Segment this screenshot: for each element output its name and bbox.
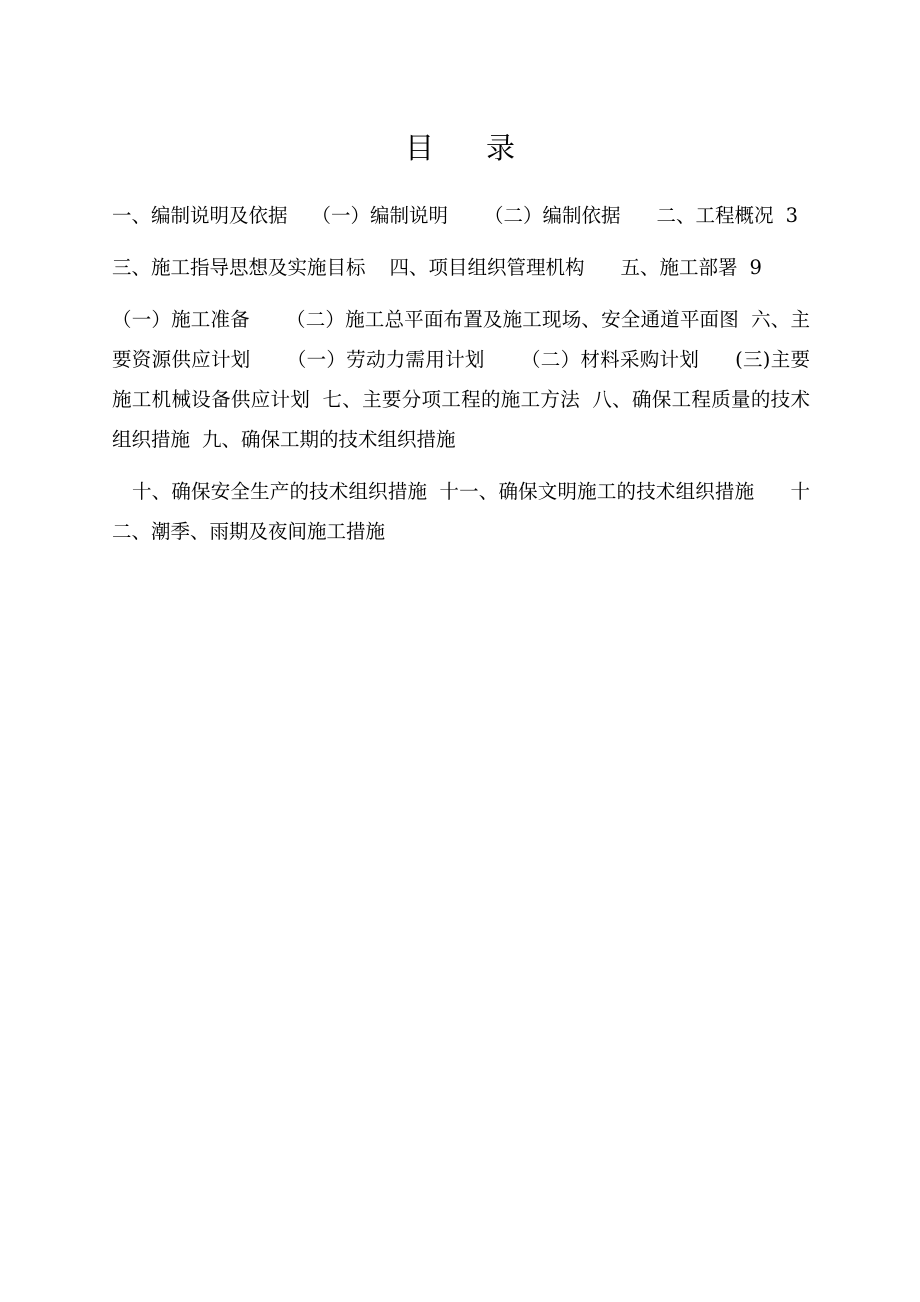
toc-entry: （二）编制依据 (484, 204, 621, 227)
toc-entry: （一）施工准备 (112, 308, 250, 331)
toc-entry: 三、施工指导思想及实施目标 (112, 256, 366, 279)
toc-entry: 十一、确保文明施工的技术组织措施 (439, 480, 755, 503)
toc-entry: 六、主要资源供应计划 (112, 308, 810, 371)
toc-entry: 十二、潮季、雨期及夜间施工措施 (112, 480, 810, 543)
toc-entry: （一）劳动力需用计划 (286, 348, 485, 371)
toc-paragraph (112, 472, 810, 552)
toc-entry: 五、施工部署 (620, 256, 738, 279)
table-of-contents (112, 196, 810, 564)
toc-entry: 九、确保工期的技术组织措施 (202, 428, 456, 451)
toc-paragraph (112, 248, 810, 288)
toc-entry: （二）材料采购计划 (520, 348, 700, 371)
toc-entry: (三)主要施工机械设备供应计划 (112, 348, 810, 411)
toc-entry: 一、编制说明及依据 (112, 204, 288, 227)
toc-paragraph (112, 300, 810, 460)
toc-entry: 二、工程概况 (656, 204, 774, 227)
page-title (0, 128, 920, 168)
toc-entry: （二）施工总平面布置及施工现场、安全通道平面图 (285, 308, 739, 331)
toc-entry: 四、项目组织管理机构 (389, 256, 585, 279)
title-char: 目 (404, 131, 434, 165)
toc-paragraph (112, 196, 810, 236)
toc-entry: 七、主要分项工程的施工方法 (322, 388, 581, 411)
toc-page-number: 3 (785, 204, 798, 227)
toc-entry: 八、确保工程质量的技术组织措施 (112, 388, 810, 451)
toc-entry: （一）编制说明 (311, 204, 449, 227)
title-char: 录 (486, 131, 516, 165)
toc-page-number: 9 (749, 256, 762, 279)
toc-entry: 十、确保安全生产的技术组织措施 (132, 480, 428, 503)
